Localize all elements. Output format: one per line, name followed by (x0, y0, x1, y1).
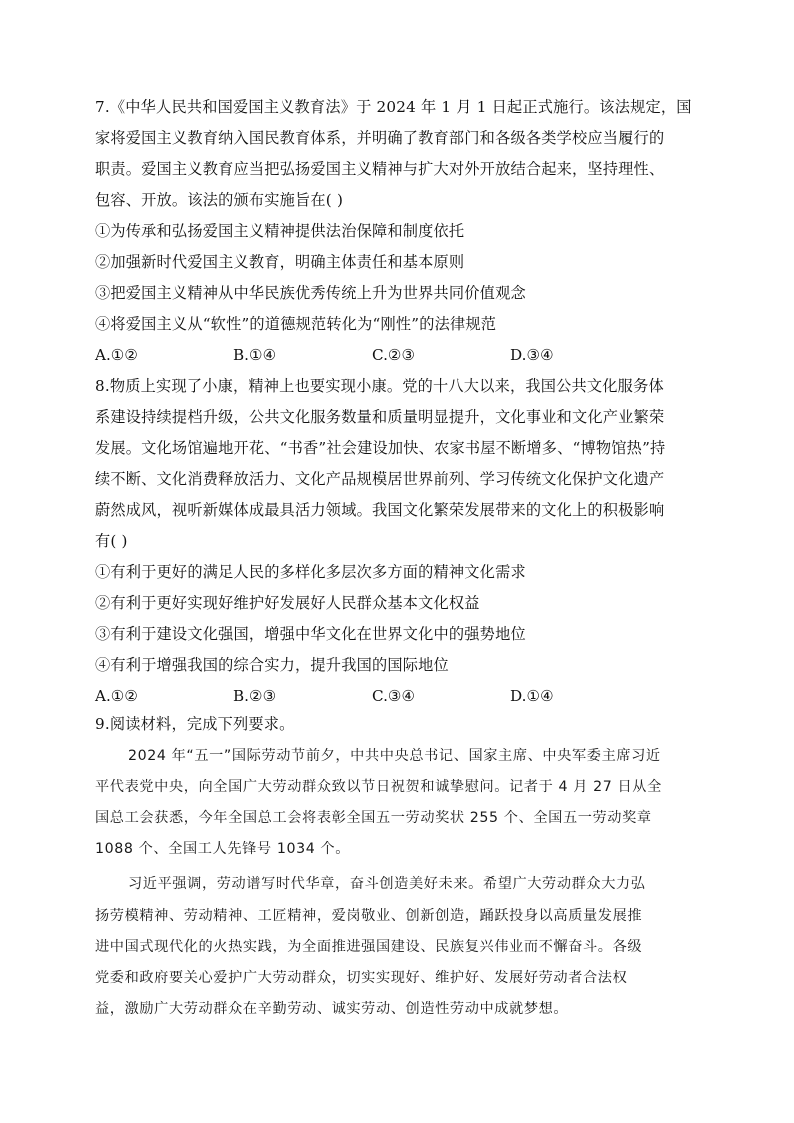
question-7-stem-line: 包容、开放。该法的颁布实施旨在( ) (95, 191, 344, 209)
question-7-option-d[interactable]: D.③④ (510, 346, 554, 364)
question-8-option-a[interactable]: A.①② (95, 687, 139, 705)
question-8-statement-3: ③有利于建设文化强国，增强中华文化在世界文化中的强势地位 (95, 625, 526, 643)
question-8-stem-line: 续不断、文化消费释放活力、文化产品规模居世界前列、学习传统文化保护文化遗产 (95, 470, 665, 488)
question-7-stem-line: 家将爱国主义教育纳入国民教育体系，并明确了教育部门和各级各类学校应当履行的 (95, 129, 665, 147)
question-7-option-b[interactable]: B.①④ (233, 346, 277, 364)
question-8-statement-4: ④有利于增强我国的综合实力，提升我国的国际地位 (95, 656, 449, 674)
question-8-option-b[interactable]: B.②③ (233, 687, 277, 705)
question-8-statement-2: ②有利于更好实现好维护好发展好人民群众基本文化权益 (95, 594, 480, 612)
question-7-stem-line: 职责。爱国主义教育应当把弘扬爱国主义精神与扩大对外开放结合起来，坚持理性、 (95, 160, 665, 178)
material-line: 党委和政府要关心爱护广大劳动群众，切实实现好、维护好、发展好劳动者合法权 (95, 970, 628, 986)
question-7-statement-3: ③把爱国主义精神从中华民族优秀传统上升为世界共同价值观念 (95, 284, 526, 302)
material-line: 益，激励广大劳动群众在辛勤劳动、诚实劳动、创造性劳动中成就梦想。 (95, 1001, 569, 1017)
question-8-option-c[interactable]: C.③④ (372, 687, 416, 705)
question-8-option-d[interactable]: D.①④ (510, 687, 554, 705)
material-line: 扬劳模精神、劳动精神、工匠精神，爱岗敬业、创新创造，踊跃投身以高质量发展推 (95, 908, 643, 924)
question-8-statement-1: ①有利于更好的满足人民的多样化多层次多方面的精神文化需求 (95, 563, 526, 581)
material-line: 国总工会获悉，今年全国总工会将表彰全国五一劳动奖状 255 个、全国五一劳动奖章 (95, 810, 652, 826)
question-7-option-a[interactable]: A.①② (95, 346, 139, 364)
question-8-stem-line: 系建设持续提档升级，公共文化服务数量和质量明显提升，文化事业和文化产业繁荣 (95, 408, 665, 426)
material-line: 2024 年“五一”国际劳动节前夕，中共中央总书记、国家主席、中央军委主席习近 (128, 748, 661, 764)
material-line: 进中国式现代化的火热实践，为全面推进强国建设、民族复兴伟业而不懈奋斗。各级 (95, 939, 643, 955)
question-8-stem-line: 蔚然成风，视听新媒体成最具活力领域。我国文化繁荣发展带来的文化上的积极影响 (95, 501, 665, 519)
question-7-statement-1: ①为传承和弘扬爱国主义精神提供法治保障和制度依托 (95, 222, 465, 240)
question-7-option-c[interactable]: C.②③ (372, 346, 416, 364)
question-8-options (95, 686, 715, 706)
question-7-statement-2: ②加强新时代爱国主义教育，明确主体责任和基本原则 (95, 253, 465, 271)
question-8-stem-line: 发展。文化场馆遍地开花、“书香”社会建设加快、农家书屋不断增多、“博物馆热”持 (95, 439, 666, 457)
material-line: 1088 个、全国工人先锋号 1034 个。 (95, 841, 351, 857)
question-8-stem-line: 有( ) (95, 532, 128, 550)
material-line: 习近平强调，劳动谱写时代华章，奋斗创造美好未来。希望广大劳动群众大力弘 (128, 876, 646, 892)
question-8-stem-line: 8.物质上实现了小康，精神上也要实现小康。党的十八大以来，我国公共文化服务体 (95, 377, 664, 395)
question-7-stem-line: 7.《中华人民共和国爱国主义教育法》于 2024 年 1 月 1 日起正式施行。该法规定，国 (95, 98, 692, 116)
question-9-stem: 9.阅读材料，完成下列要求。 (95, 715, 295, 733)
material-line: 平代表党中央，向全国广大劳动群众致以节日祝贺和诚挚慰问。记者于 4 月 27 日从全 (95, 779, 662, 795)
question-7-statement-4: ④将爱国主义从“软性”的道德规范转化为“刚性”的法律规范 (95, 315, 497, 333)
question-7-options (95, 345, 715, 365)
